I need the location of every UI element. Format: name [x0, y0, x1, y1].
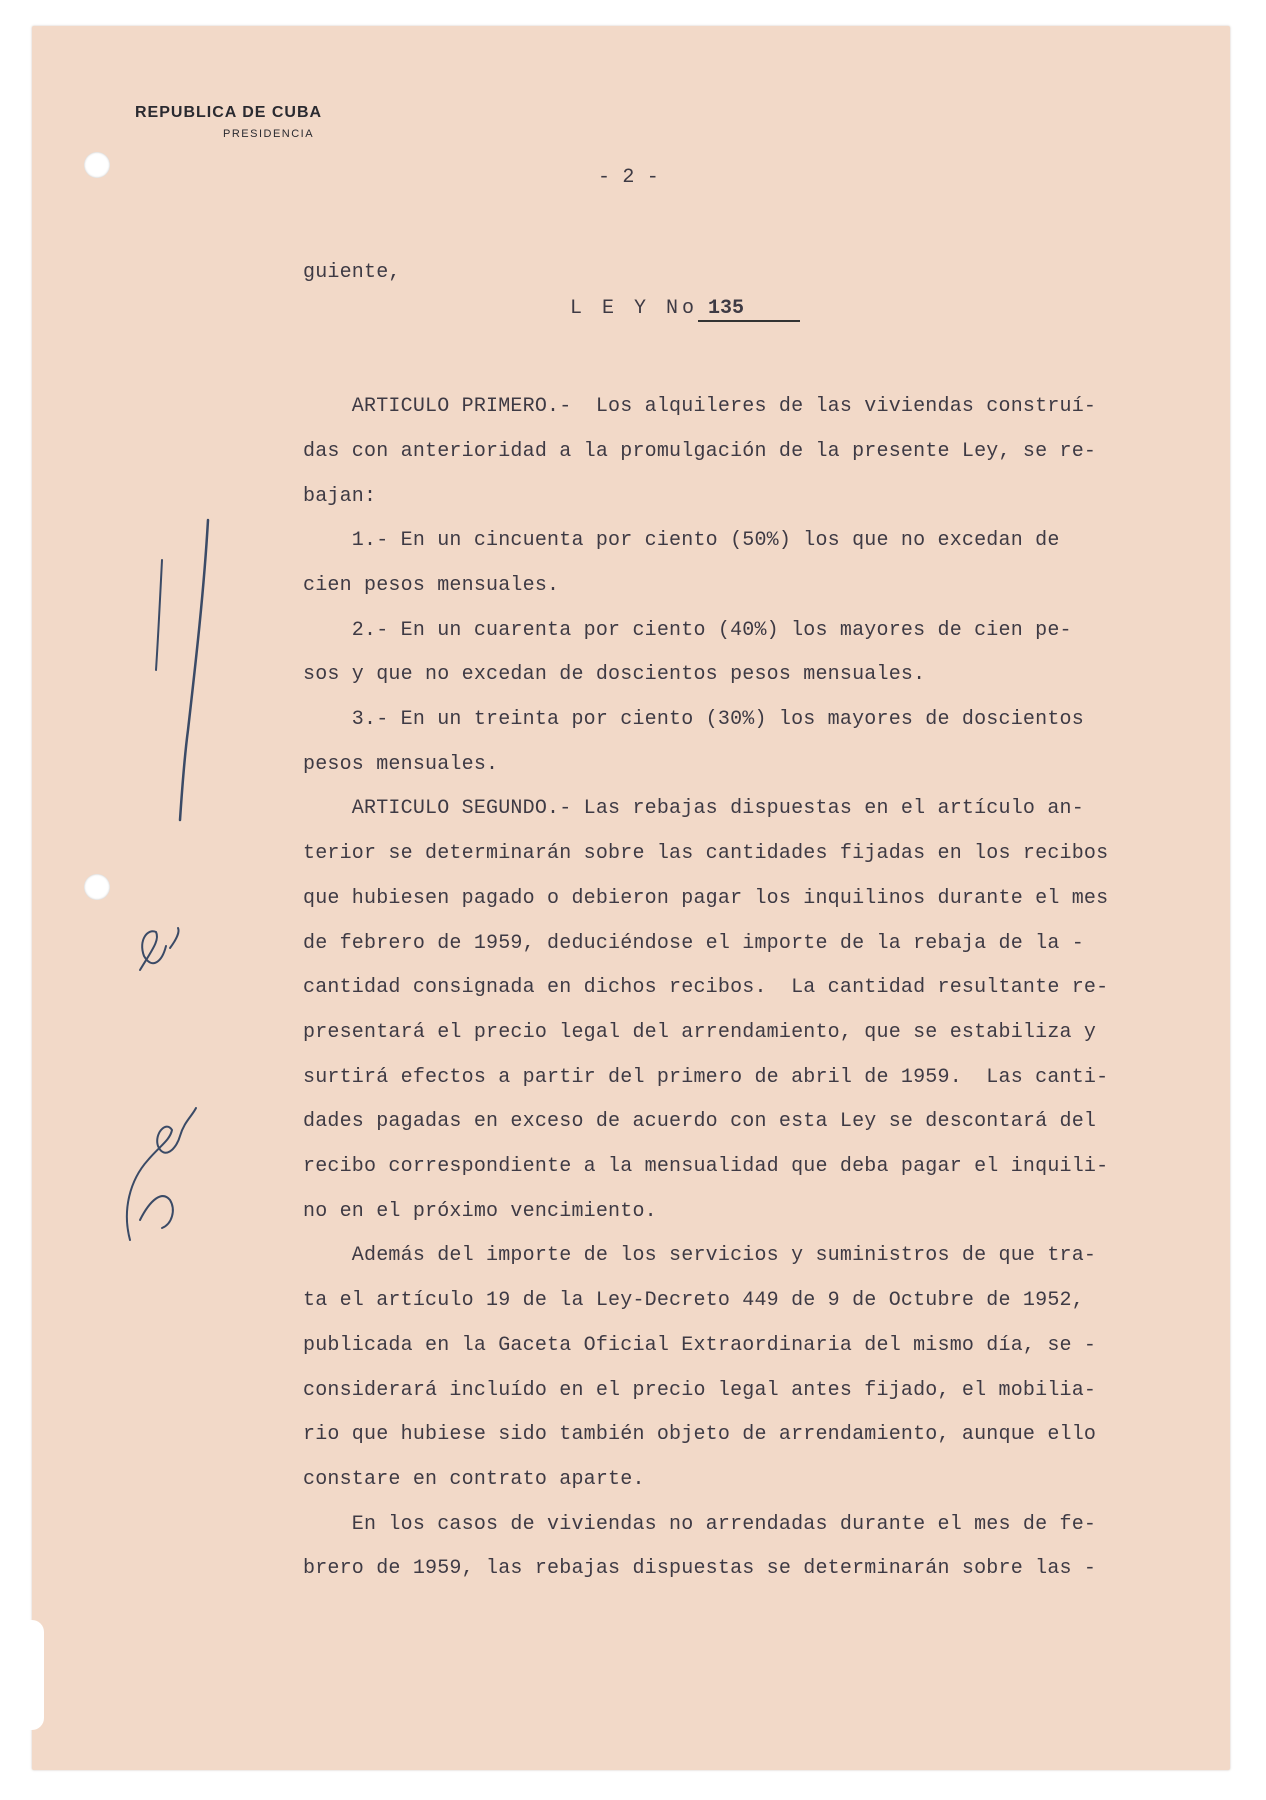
torn-edge [26, 1620, 44, 1730]
text-line [303, 296, 1183, 341]
text-line: de febrero de 1959, deduciéndose el importe de la rebaja de la - [303, 931, 1084, 955]
text-line: En los casos de viviendas no arrendadas durante el mes de fe- [303, 1512, 1097, 1536]
text-line: 1.- En un cincuenta por ciento (50%) los que no excedan de [303, 529, 1060, 553]
letterhead-title: REPUBLICA DE CUBA [135, 104, 323, 121]
text-line: recibo correspondiente a la mensualidad que deba pagar el inquili- [303, 1155, 1109, 1179]
text-line: pesos mensuales. [303, 752, 499, 776]
text-line: no en el próximo vencimiento. [303, 1199, 657, 1223]
text-line: publicada en la Gaceta Oficial Extraordinaria del mismo día, se - [303, 1333, 1097, 1357]
law-label: L E Y No [570, 297, 699, 320]
text-line: constare en contrato aparte. [303, 1467, 645, 1491]
text-line: rio que hubiese sido también objeto de arrendamiento, aunque ello [303, 1423, 1097, 1447]
text-line [303, 340, 1183, 385]
text-line: guiente, [303, 261, 401, 284]
punch-hole [84, 152, 110, 178]
letterhead [135, 104, 322, 140]
text-line: considerará incluído en el precio legal antes fijado, el mobilia- [303, 1378, 1097, 1402]
text-line: cantidad consignada en dichos recibos. La cantidad resultante re- [303, 976, 1109, 1000]
text-line: brero de 1959, las rebajas dispuestas se determinarán sobre las - [303, 1557, 1097, 1581]
text-line: ARTICULO SEGUNDO.- Las rebajas dispuestas en el artículo an- [303, 797, 1084, 821]
letterhead-subtitle: PRESIDENCIA [223, 128, 315, 140]
text-line: ARTICULO PRIMERO.- Los alquileres de las viviendas construí- [303, 395, 1097, 419]
text-line: Además del importe de los servicios y suministros de que tra- [303, 1244, 1097, 1268]
text-line: das con anterioridad a la promulgación de la presente Ley, se re- [303, 439, 1097, 463]
text-line: surtirá efectos a partir del primero de abril de 1959. Las canti- [303, 1065, 1109, 1089]
text-line: ta el artículo 19 de la Ley-Decreto 449 de 9 de Octubre de 1952, [303, 1289, 1084, 1313]
text-line: que hubiesen pagado o debieron pagar los inquilinos durante el mes [303, 886, 1109, 910]
document-body [303, 251, 1183, 1592]
text-line: bajan: [303, 484, 377, 508]
text-line: 3.- En un treinta por ciento (30%) los mayores de doscientos [303, 708, 1084, 732]
margin-signatures [100, 500, 230, 1280]
page-number: - 2 - [598, 166, 660, 189]
text-line: dades pagadas en exceso de acuerdo con esta Ley se descontará del [303, 1110, 1097, 1134]
text-line: cien pesos mensuales. [303, 573, 560, 597]
law-number: 135 [698, 297, 800, 322]
text-line: 2.- En un cuarenta por ciento (40%) los mayores de cien pe- [303, 618, 1072, 642]
text-line: terior se determinarán sobre las cantidades fijadas en los recibos [303, 842, 1109, 866]
text-line: sos y que no excedan de doscientos pesos mensuales. [303, 663, 926, 687]
text-line: presentará el precio legal del arrendamiento, que se estabiliza y [303, 1020, 1097, 1044]
